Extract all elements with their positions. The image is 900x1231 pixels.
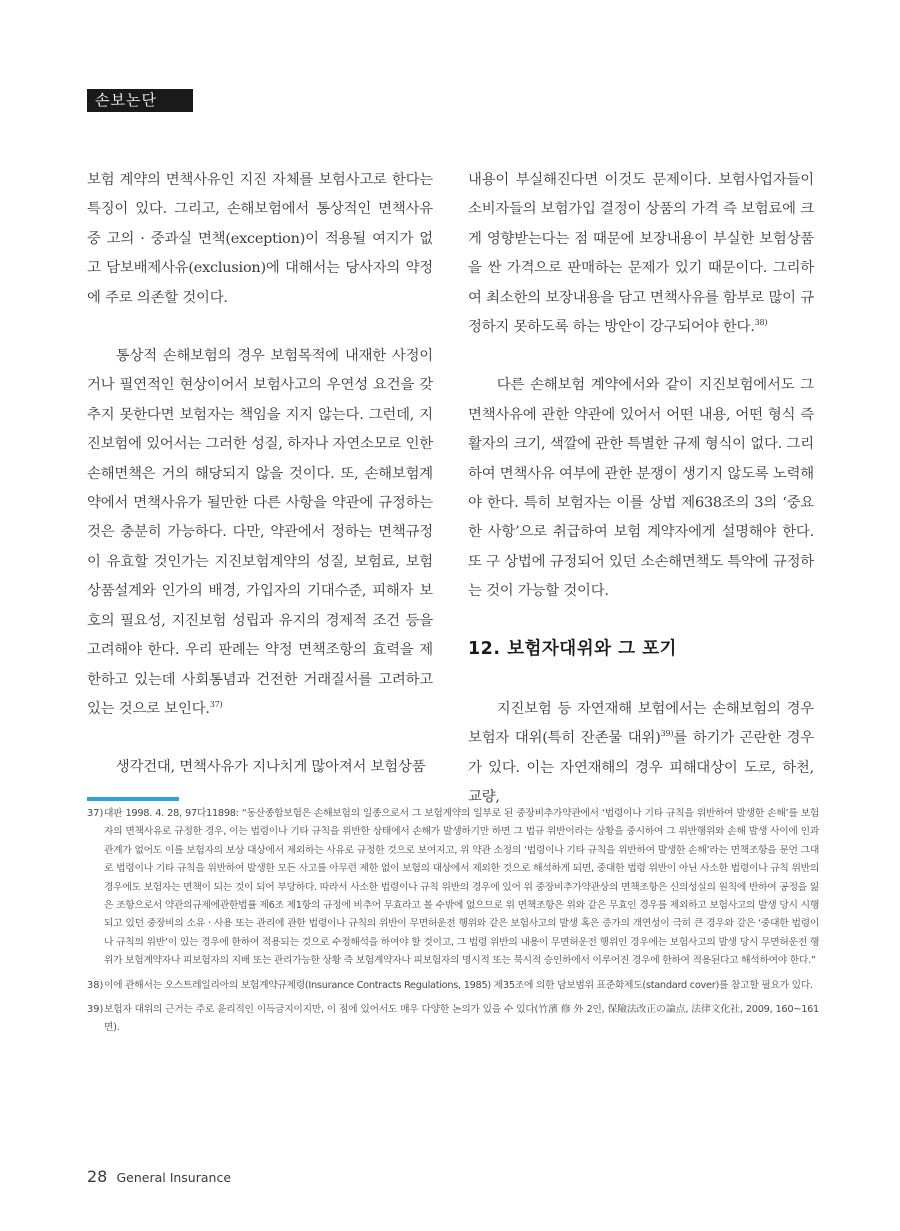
footnote-number: 37) [87,808,104,819]
magazine-name: General Insurance [116,1170,232,1185]
footnote-text: 보험자 대위의 근거는 주로 윤리적인 이득금지이지만, 이 점에 있어서도 매우 다양한 논의가 있을 수 있다(竹濱 修 外 2인, 保險法改正の論点, 法律文化社, 2009, 160~161면). [104,1004,819,1034]
section-heading: 12. 보험자대위와 그 포기 [468,638,677,659]
body-paragraph [468,695,814,813]
footnotes [87,805,819,1044]
footnote-number: 38) [87,979,104,991]
page-footer [87,1167,231,1186]
footnote-item [87,805,819,971]
footnote-text: 이에 관해서는 오스트레일리아의 보험계약규제령(Insurance Contracts Regulations, 1985) 제35조에 의한 담보범위 표준화제도(standard cover)를 참고할 필요가 있다. [104,979,813,991]
footnote-ref[interactable]: 39) [660,729,674,739]
body-paragraph [468,166,814,342]
body-paragraph: 보험 계약의 면책사유인 지진 자체를 보험사고로 한다는 특징이 있다. 그리고, 손해보험에서 통상적인 면책사유 중 고의 · 중과실 면책(exception)이 적용될 여지가 없고 담보배제사유(exclusion)에 대해서는 당사자의 약정에 주로 의존할 것이다. [87,172,433,306]
footnote-item [87,1001,819,1038]
section-tag: 손보논단 [87,89,193,112]
paragraph-text: 지진보험 등 자연재해 보험에서는 손해보험의 경우 보험자 대위(특히 잔존물 대위) [468,700,814,747]
body-paragraph: 생각건대, 면책사유가 지나치게 많아져서 보험상품 [115,759,426,776]
footnote-text: 대판 1998. 4. 28, 97다11898: “동산종합보험은 손해보험의 일종으로서 그 보험계약의 일부로 된 중장비추가약관에서 ‘법령이나 기타 규칙을 위반하여 발생한 손해’를 보험자의 면책사유로 규정한 경우, 이는 법령이나 기타 규칙을 위반한 상태에서 손해가 발생하기만 하면 그 법규 위반이라는 상황을 중시하여 그 위반행위와 손해 발생 사이에 인과관계가 없어도 이를 보험자의 보상 대상에서 제외하는 사유로 규정한 것으로 보여지고, 위 약관 소정의 ‘법령이나 기타 규칙을 위반하여 발생한 손해’라는 면책조항을 문언 그대로 법령이나 기타 규칙을 위반하여 발생한 모든 사고를 아무런 제한 없이 보험의 대상에서 제외한 것으로 해석하게 되면, 중대한 법령 위반이 아닌 사소한 법령이나 규칙 위반의 경우에도 보험자는 면책이 되는 것이 되어 부당하다. 따라서 사소한 법령이나 규칙 위반의 경우에 있어 위 중장비추가약관상의 면책조항은 신의성실의 원칙에 반하여 공정을 잃은 조항으로서 약관의규제에관한법률 제6조 제1항의 규정에 비추어 무효라고 볼 수밖에 없으므로 위 면책조항은 위와 같은 무효인 경우를 제외하고 보험사고의 발생 당시 시행되고 있던 중장비의 소유 · 사용 또는 관리에 관한 법령이나 규칙의 위반이 무면허운전 행위와 같은 보험사고의 발생 혹은 증가의 개연성이 극히 큰 경우와 같은 ‘중대한 법령이나 규칙의 위반’이 있는 경우에 한하여 적용되는 것으로 수정해석을 하여야 할 것이고, 그 법령 위반의 내용이 무면허운전 행위인 경우에는 보험사고의 발생 당시 무면허운전 행위가 보험계약자나 피보험자의 지배 또는 관리가능한 상황 즉 보험계약자나 피보험자의 명시적 또는 묵시적 승인하에서 이루어진 경우에 한하여 적용된다고 해석하여야 한다.” [104,808,819,967]
footnote-ref[interactable]: 37) [209,700,223,710]
body-paragraph: 다른 손해보험 계약에서와 같이 지진보험에서도 그 면책사유에 관한 약관에 있어서 어떤 내용, 어떤 형식 즉 활자의 크기, 색깔에 관한 특별한 규제 형식이 없다. 그리하여 면책사유 여부에 관한 분쟁이 생기지 않도록 노력해야 한다. 특히 보험자는 이를 상법 제638조의 3의 ‘중요한 사항’으로 취급하여 보험 계약자에게 설명해야 한다. 또 구 상법에 규정되어 있던 소손해면책도 특약에 규정하는 것이 가능할 것이다. [468,377,814,600]
footnote-item [87,977,819,995]
body-paragraph [87,342,433,724]
footnote-divider [87,797,179,801]
paragraph-text: 통상적 손해보험의 경우 보험목적에 내재한 사정이거나 필연적인 현상이어서 보험사고의 우연성 요건을 갖추지 못한다면 보험자는 책임을 지지 않는다. 그런데, 지진보험에 있어서는 그러한 성질, 하자나 자연소모로 인한 손해면책은 거의 해당되지 않을 것이다. 또, 손해보험계약에서 면책사유가 될만한 다른 사항을 약관에 규정하는 것은 충분히 가능하다. 다만, 약관에서 정하는 면책규정이 유효할 것인가는 지진보험계약의 성질, 보험료, 보험상품설계와 인가의 배경, 가입자의 기대수준, 피해자 보호의 필요성, 지진보험 성립과 유지의 경제적 조건 등을 고려해야 한다. 우리 판례는 약정 면책조항의 효력을 제한하고 있는데 사회통념과 건전한 거래질서를 고려하고 있는 것으로 보인다. [87,348,433,717]
footnote-number: 39) [87,1004,104,1016]
page-number: 28 [87,1167,108,1186]
right-column [468,166,814,841]
paragraph-text: 내용이 부실해진다면 이것도 문제이다. 보험사업자들이 소비자들의 보험가입 결정이 상품의 가격 즉 보험료에 크게 영향받는다는 점 때문에 보장내용이 부실한 보험상품을 싼 가격으로 판매하는 문제가 있기 때문이다. 그리하여 최소한의 보장내용을 담고 면책사유를 함부로 많이 규정하지 못하도록 하는 방안이 강구되어야 한다. [468,172,814,336]
footnote-ref[interactable]: 38) [754,318,768,328]
left-column [87,166,433,812]
paragraph-text: 를 하기가 곤란한 경우가 있다. 이는 자연재해의 경우 피해대상이 도로, 하천, 교량, [468,730,815,805]
